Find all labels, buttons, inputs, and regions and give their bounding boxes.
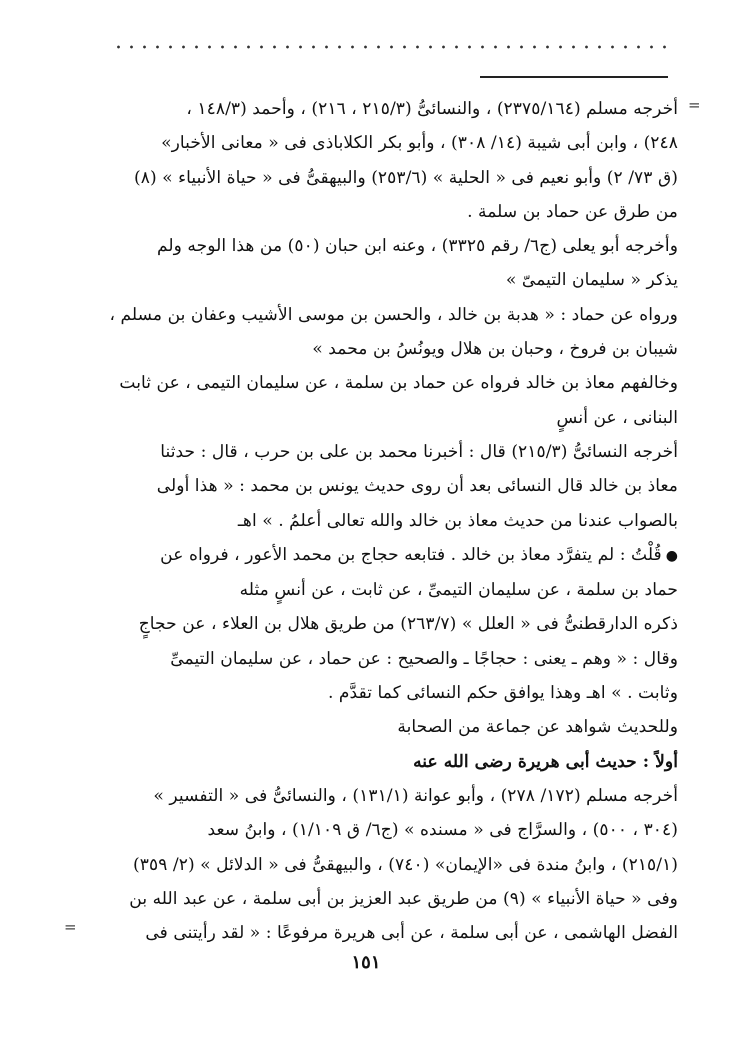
text-line: وللحديث شواهد عن جماعة من الصحابة (397, 717, 678, 738)
text-line: وأخرجه أبو يعلى (ج٦/ رقم ٣٣٢٥) ، وعنه ابن حبان (٥٠) من هذا الوجه ولم (156, 236, 678, 257)
text-line: (ق ٧٣/ ٢) وأبو نعيم فى « الحلية » (٢٥٣/٦) والبيهقىُّ فى « حياة الأنبياء » (٨) (134, 167, 678, 188)
margin-mark-top: = (688, 96, 701, 114)
page-body-text (100, 92, 678, 950)
text-line: شيبان بن فروخ ، وحبان بن هلال ويونُسُ بن محمد » (312, 339, 678, 360)
text-line-bulleted (100, 538, 678, 573)
text-line-content: قُلْتُ : لم يتفرَّد معاذ بن خالد . فتابعه حجاج بن محمد الأعور ، فرواه عن (160, 544, 662, 565)
text-line: معاذ بن خالد قال النسائى بعد أن روى حديث يونس بن محمد : « هذا أولى (156, 476, 678, 497)
margin-mark-bottom: = (64, 918, 77, 936)
bullet-icon: ● (665, 547, 678, 564)
text-line: حماد بن سلمة ، عن سليمان التيمىِّ ، عن ثابت ، عن أنسٍ مثله (239, 580, 678, 601)
text-line: وخالفهم معاذ بن خالد فرواه عن حماد بن سلمة ، عن سليمان التيمى ، عن ثابت (119, 373, 678, 394)
text-line: أخرجه مسلم (٢٣٧٥/١٦٤) ، والنسائىُّ (٢١٥/٣ ، ٢١٦) ، وأحمد (١٤٨/٣ ، (186, 99, 678, 119)
text-line: البنانى ، عن أنسٍ (556, 407, 678, 428)
text-line: من طرق عن حماد بن سلمة . (467, 201, 678, 222)
header-dotted-line (112, 42, 672, 52)
text-line: ورواه عن حماد : « هدبة بن خالد ، والحسن بن موسى الأشيب وعفان بن مسلم ، (109, 304, 678, 325)
page-number: ١٥١ (351, 952, 381, 973)
text-line: (٢١٥/١) ، وابنُ مندة فى «الإيمان» (٧٤٠) ، والبيهقىُّ فى « الدلائل » (٢/ ٣٥٩) (133, 854, 678, 875)
text-line: أخرجه مسلم (١٧٢/ ٢٧٨) ، وأبو عوانة (١٣١/١) ، والنسائىُّ فى « التفسير » (153, 785, 678, 806)
text-line: (٣٠٤ ، ٥٠٠) ، والسرَّاج فى « مسنده » (ج٦/ ق ١/١٠٩) ، وابنُ سعد (207, 820, 678, 841)
footnote-separator-rule (480, 76, 668, 78)
text-line: الفضل الهاشمى ، عن أبى سلمة ، عن أبى هريرة مرفوعًا : « لقد رأيتنى فى (145, 923, 678, 944)
text-line: بالصواب عندنا من حديث معاذ بن خالد والله تعالى أعلمُ . » اهـ (237, 510, 678, 531)
text-line: أخرجه النسائىُّ (٢١٥/٣) قال : أخبرنا محمد بن على بن حرب ، قال : حدثنا (160, 441, 678, 462)
text-line: وثابت . » اهـ وهذا يوافق حكم النسائى كما تقدَّم . (327, 683, 678, 704)
text-line: ٢٤٨) ، وابن أبى شيبة (١٤/ ٣٠٨) ، وأبو بكر الكلاباذى فى « معانى الأخبار» (161, 133, 678, 154)
section-heading: أولاً : حديث أبى هريرة رضى الله عنه (413, 751, 678, 772)
text-line: وقال : « وهم ـ يعنى : حجاجًا ـ والصحيح : عن حماد ، عن سليمان التيمىِّ (170, 648, 678, 669)
text-line: وفى « حياة الأنبياء » (٩) من طريق عبد العزيز بن أبى سلمة ، عن عبد الله بن (129, 888, 678, 909)
text-line: يذكر « سليمان التيمىّ » (505, 270, 678, 291)
text-line: ذكره الدارقطنىُّ فى « العلل » (٢٦٣/٧) من طريق هلال بن العلاء ، عن حجاجٍ (138, 614, 678, 635)
